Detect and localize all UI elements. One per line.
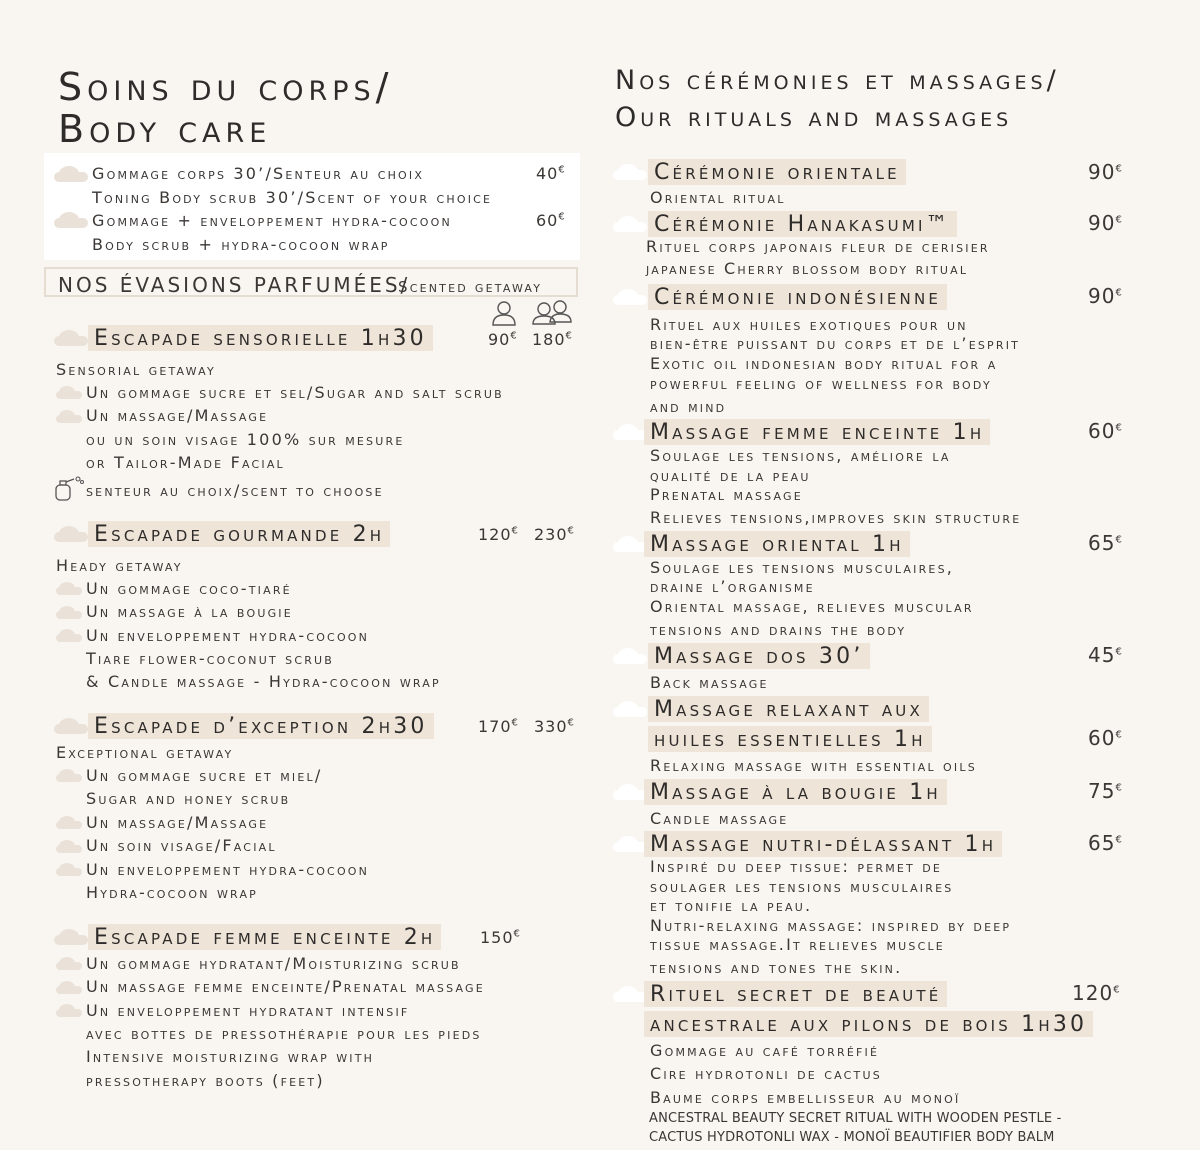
escapade-2-title: Escapade gourmande 2h [88,521,390,547]
ritual-7-title: Massage relaxant aux [648,696,929,722]
ritual-9-line: soulager les tensions musculaires [650,877,954,896]
cloud-bullet-icon [54,330,88,346]
escapade-3-item: Hydra-cocoon wrap [86,883,258,902]
escapade-1-item: Un massage/Massage [86,406,269,425]
escapade-3-item: Un massage/Massage [86,813,269,832]
body-care-item-1-fr: Gommage corps 30’/Senteur au choix [92,164,425,183]
body-care-item-1-en: Toning Body scrub 30’/Scent of your choice [92,188,493,207]
escapade-2-item: & Candle massage - Hydra-cocoon wrap [86,672,441,691]
ritual-7-line: Relaxing massage with essential oils [650,756,977,775]
ritual-4-line: Relieves tensions,improves skin structure [650,508,1022,527]
cloud-bullet-icon [56,981,82,993]
escapade-4-title: Escapade femme enceinte 2h [88,924,441,950]
ritual-9-title: Massage nutri-délassant 1h [644,831,1002,857]
ritual-5-line: tensions and drains the body [650,620,907,639]
ritual-6-title: Massage dos 30’ [648,643,870,669]
escapade-1-title: Escapade sensorielle 1h30 [88,325,433,351]
ritual-9-price: 65€ [1088,831,1123,855]
cloud-bullet-icon [56,863,82,875]
evasions-title-fr: NOS ÉVASIONS PARFUMÉES/ [58,273,411,297]
perfume-bottle-icon [52,476,86,502]
evasions-title-en: Scented getaway [398,278,543,296]
body-care-item-2-en: Body scrub + hydra-cocoon wrap [92,235,390,254]
ritual-3-line: and mind [650,397,727,416]
escapade-2-price-duo: 230€ [534,525,575,544]
ritual-9-line: Nutri-relaxing massage: inspired by deep [650,916,1012,935]
escapade-4-item: avec bottes de pressothérapie pour les pieds [86,1024,482,1043]
ritual-6-price: 45€ [1088,643,1123,667]
ritual-3-line: bien-être puissant du corps et de l’esprit [650,334,1021,353]
escapade-2-item: Un massage à la bougie [86,602,293,621]
ritual-1-line: Oriental ritual [650,188,786,207]
cloud-bullet-icon [613,648,647,664]
cloud-bullet-icon [613,784,647,800]
left-title-line2: Body care [58,107,272,151]
cloud-bullet-icon [613,164,647,180]
ritual-7-price: 60€ [1088,726,1123,750]
ritual-9-line: tissue massage.It relieves muscle [650,935,945,954]
escapade-3-title: Escapade d’exception 2h30 [88,713,434,739]
cloud-bullet-icon [54,929,88,945]
ritual-5-line: Soulage les tensions musculaires, [650,558,955,577]
cloud-bullet-icon [56,629,82,641]
cloud-bullet-icon [56,816,82,828]
cloud-bullet-icon [613,701,647,717]
ritual-4-price: 60€ [1088,419,1123,443]
ritual-7-title-line2: huiles essentielles 1h [648,726,932,752]
escapade-4-item: Un massage femme enceinte/Prenatal massage [86,977,485,996]
ritual-9-line: Inspiré du deep tissue: permet de [650,857,943,876]
escapade-1-item: or Tailor-Made Facial [86,453,285,472]
escapade-3-item: Un gommage sucre et miel/ [86,766,323,785]
escapade-1-subtitle: Sensorial getaway [56,360,216,379]
evasions-banner [44,267,578,297]
right-title-line2: Our rituals and massages [615,102,1013,133]
cloud-bullet-icon [56,1004,82,1016]
ritual-10-line: Cire hydrotonli de cactus [650,1064,882,1083]
escapade-3-subtitle: Exceptional getaway [56,743,234,762]
escapade-4-item: pressotherapy boots (feet) [86,1071,325,1090]
ritual-9-line: tensions and tones the skin. [650,958,903,977]
escapade-4-item: Un enveloppement hydratant intensif [86,1001,410,1020]
ritual-10-price: 120€ [1072,981,1121,1005]
ritual-2-title: Cérémonie Hanakasumi™ [648,211,957,237]
ritual-3-price: 90€ [1088,284,1123,308]
ritual-5-line: Oriental massage, relieves muscular [650,597,974,616]
escapade-2-item: Un enveloppement hydra-cocoon [86,626,370,645]
cloud-bullet-icon [56,582,82,594]
ritual-6-line: Back massage [650,673,769,692]
cloud-bullet-icon [613,289,647,305]
escapade-2-subtitle: Heady getaway [56,556,183,575]
ritual-2-line: japanese Cherry blossom body ritual [646,259,969,278]
ritual-10-small-line: ANCESTRAL BEAUTY SECRET RITUAL WITH WOODEN PESTLE - [649,1111,1062,1126]
ritual-10-title: Rituel secret de beauté [644,981,947,1007]
cloud-bullet-icon [56,769,82,781]
cloud-bullet-icon [613,536,647,552]
escapade-2-item: Un gommage coco-tiaré [86,579,292,598]
ritual-4-line: qualité de la peau [650,466,811,485]
ritual-1-title: Cérémonie orientale [648,159,906,185]
ritual-4-line: Soulage les tensions, améliore la [650,446,951,465]
cloud-bullet-icon [613,216,647,232]
cloud-bullet-icon [613,836,647,852]
escapade-1-price-duo: 180€ [532,330,573,349]
ritual-4-title: Massage femme enceinte 1h [644,419,990,445]
ritual-3-title: Cérémonie indonésienne [648,284,947,310]
escapade-3-item: Sugar and honey scrub [86,789,291,808]
ritual-9-line: et tonifie la peau. [650,896,813,915]
cloud-bullet-icon [56,410,82,422]
ritual-5-price: 65€ [1088,531,1123,555]
escapade-3-item: Un enveloppement hydra-cocoon [86,860,370,879]
ritual-4-line: Prenatal massage [650,485,803,504]
ritual-10-line: Gommage au café torréfié [650,1041,880,1060]
escapade-2-price-single: 120€ [478,525,519,544]
ritual-8-line: Candle massage [650,809,789,828]
right-title-line1: Nos cérémonies et massages/ [615,65,1060,96]
ritual-10-title-line2: ancestrale aux pilons de bois 1h30 [644,1011,1093,1037]
cloud-bullet-icon [54,212,88,228]
body-care-item-1-price: 40€ [536,164,566,183]
ritual-3-line: powerful feeling of wellness for body [650,374,992,393]
ritual-5-title: Massage oriental 1h [644,531,910,557]
cloud-bullet-icon [56,840,82,852]
cloud-bullet-icon [56,957,82,969]
escapade-3-price-duo: 330€ [534,717,575,736]
two-persons-icon [530,299,574,325]
escapade-4-item: Un gommage hydratant/Moisturizing scrub [86,954,461,973]
escapade-3-price-single: 170€ [478,717,519,736]
ritual-10-small-line: CACTUS HYDROTONLI WAX - MONOÏ BEAUTIFIER BODY BALM [649,1130,1055,1145]
left-title-line1: Soins du corps/ [58,65,394,109]
ritual-3-line: Rituel aux huiles exotiques pour un [650,315,968,334]
cloud-bullet-icon [56,606,82,618]
escapade-4-item: Intensive moisturizing wrap with [86,1047,375,1066]
escapade-1-scent: senteur au choix/scent to choose [86,481,384,500]
escapade-4-price: 150€ [480,928,521,947]
ritual-10-line: Baume corps embellisseur au monoï [650,1088,961,1107]
escapade-2-item: Tiare flower-coconut scrub [86,649,335,668]
cloud-bullet-icon [54,718,88,734]
body-care-item-2-fr: Gommage + enveloppement hydra-cocoon [92,211,452,230]
cloud-bullet-icon [613,986,647,1002]
escapade-1-price-single: 90€ [488,330,518,349]
body-care-item-2-price: 60€ [536,211,566,230]
single-person-icon [490,300,518,326]
escapade-3-item: Un soin visage/Facial [86,836,277,855]
ritual-2-price: 90€ [1088,211,1123,235]
ritual-2-line: Rituel corps japonais fleur de cerisier [646,237,990,256]
cloud-bullet-icon [54,526,88,542]
ritual-5-line: draine l’organisme [650,577,815,596]
cloud-bullet-icon [54,166,88,182]
cloud-bullet-icon [56,386,82,398]
escapade-1-item: ou un soin visage 100% sur mesure [86,430,405,449]
ritual-3-line: Exotic oil indonesian body ritual for a [650,354,998,373]
cloud-bullet-icon [613,424,647,440]
ritual-1-price: 90€ [1088,160,1123,184]
ritual-8-title: Massage à la bougie 1h [644,779,947,805]
escapade-1-item: Un gommage sucre et sel/Sugar and salt scrub [86,383,504,402]
ritual-8-price: 75€ [1088,779,1123,803]
